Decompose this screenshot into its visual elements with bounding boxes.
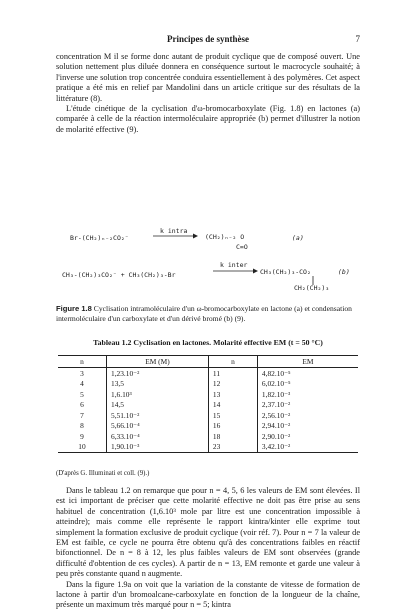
cell-n: 15 bbox=[208, 410, 257, 421]
scheme-a-arrow bbox=[153, 232, 199, 240]
cell-em: 13,5 bbox=[107, 379, 209, 390]
cell-em: 6,33.10⁻⁴ bbox=[107, 431, 209, 442]
cell-n: 8 bbox=[80, 421, 84, 431]
cell-n: 9 bbox=[80, 431, 84, 441]
cell-n: 10 bbox=[58, 442, 107, 453]
table-row bbox=[58, 421, 358, 432]
scheme-a-label: (a) bbox=[292, 234, 304, 242]
col-header-em-2: EM bbox=[257, 356, 358, 368]
cell-n: 11 bbox=[208, 368, 257, 379]
table-row bbox=[58, 379, 358, 390]
paragraph-2: L'étude cinétique de la cyclisation d'ω-bromocarboxylate (Fig. 1.8) en lactones (a) comparée à celle de la réaction intermoléculaire appropriée (b) permet d'illustrer la notion de molarité effective (9). bbox=[56, 104, 360, 134]
table-row bbox=[58, 442, 358, 453]
cell-n: 6 bbox=[80, 400, 84, 410]
table-row bbox=[58, 431, 358, 442]
scheme-a-reactant: Br-(CH₂)ₙ₋₂CO₂⁻ bbox=[70, 234, 129, 242]
page-number: 7 bbox=[355, 34, 360, 44]
cell-em: 1,82.10⁻³ bbox=[257, 389, 358, 400]
scheme-a-arrow-label: k intra bbox=[160, 227, 188, 235]
table-row bbox=[58, 400, 358, 411]
scheme-b-product-chain: CH₂(CH₂)₃ bbox=[294, 284, 330, 292]
body-text-top bbox=[56, 52, 360, 135]
table-row bbox=[58, 368, 358, 379]
scheme-b-arrow-label: k inter bbox=[220, 261, 248, 269]
paragraph-4: Dans la figure 1.9a on voit que la variation de la constante de vitesse de formation de lactone à partir d'un bromoalcane-carboxylate en fonction de la longueur de la chaîne, présente un maximum très marqué pour n = 5; kintra bbox=[56, 579, 360, 610]
figure-caption bbox=[56, 304, 360, 323]
table-row bbox=[58, 389, 358, 400]
cell-em: 5,66.10⁻⁴ bbox=[107, 421, 209, 432]
cell-n: 4 bbox=[80, 379, 84, 389]
cell-em: 6,02.10⁻⁵ bbox=[257, 379, 358, 390]
scheme-a-product-carbonyl: C=O bbox=[236, 243, 248, 251]
running-title: Principes de synthèse bbox=[167, 34, 249, 44]
cell-em: 14,5 bbox=[107, 400, 209, 411]
cell-n: 12 bbox=[208, 379, 257, 390]
cell-n: 7 bbox=[80, 410, 84, 420]
paragraph-1: concentration M il se forme donc autant de produit cyclique que de composé ouvert. Une solution nettement plus diluée donnera en conséquence surtout le macrocycle souhaité; à l'inverse une solution trop concentrée conduira essentiellement à des polymères. Cet aspect pratique a été mis en relief par Mandolini dans un article critique sur des résultats de la littérature (8). bbox=[56, 52, 360, 103]
scheme-a-product: (CH₂)ₙ₋₂ O bbox=[205, 233, 245, 241]
col-header-n-2: n bbox=[208, 356, 257, 368]
scheme-b-arrow bbox=[213, 267, 259, 275]
cell-em: 2,94.10⁻² bbox=[257, 421, 358, 432]
table-row bbox=[58, 410, 358, 421]
cell-n: 16 bbox=[208, 421, 257, 432]
cell-n: 5 bbox=[80, 389, 84, 399]
page-header bbox=[56, 34, 360, 48]
col-header-n-1: n bbox=[58, 356, 107, 368]
cell-em: 3,42.10⁻² bbox=[257, 442, 358, 453]
cell-em: 5,51.10⁻² bbox=[107, 410, 209, 421]
scheme-b-reactants: CH₃-(CH₂)₃CO₂⁻ + CH₃(CH₂)₃-Br bbox=[62, 271, 176, 279]
cell-n: 14 bbox=[208, 400, 257, 411]
cell-em: 4,82.10⁻⁵ bbox=[257, 368, 358, 379]
cell-n: 13 bbox=[208, 389, 257, 400]
body-text-bottom bbox=[56, 486, 360, 611]
cell-n: 3 bbox=[80, 368, 84, 378]
table-header-row bbox=[58, 356, 358, 368]
scheme-b-product: CH₃(CH₂)₃-CO₂ bbox=[260, 268, 311, 276]
figure-label: Figure 1.8 bbox=[56, 304, 92, 313]
scheme-b-label: (b) bbox=[338, 268, 350, 276]
col-header-em-1: EM (M) bbox=[107, 356, 209, 368]
cell-em: 2,56.10⁻² bbox=[257, 410, 358, 421]
cell-em: 1,6.10³ bbox=[107, 389, 209, 400]
paragraph-3: Dans le tableau 1.2 on remarque que pour n = 4, 5, 6 les valeurs de EM sont élevées. Il est ici important de préciser que cette molarité effective ne doit pas être prise au sens habituel de concentration (1,6.10³ mole par litre est une concentration impossible à atteindre); mais comme elle représente le rapport kintra/kinter elle exprime tout simplement la formation exclusive de produit cyclique (voir réf. 7). Pour n = 7 la valeur de EM est faible, ce cycle ne pourra être obtenu qu'à des concentrations faibles en réactif bifonctionnel. De n = 8 à 12, les plus faibles valeurs de EM sont observées (grande difficulté d'obtention de ces cycles). A partir de n = 13, EM remonte et garde une valeur à peu près constante quand n augmente. bbox=[56, 486, 360, 579]
effective-molarity-table bbox=[58, 355, 358, 453]
table-source: (D'après G. Illuminati et coll. (9).) bbox=[56, 470, 150, 477]
table-title: Tableau 1.2 Cyclisation en lactones. Molarité effective EM (t = 50 °C) bbox=[93, 338, 323, 347]
cell-em: 2,90.10⁻² bbox=[257, 431, 358, 442]
cell-em: 1,90.10⁻³ bbox=[107, 442, 209, 453]
cell-em: 1,23.10⁻² bbox=[107, 368, 209, 379]
cell-em: 2,37.10⁻² bbox=[257, 400, 358, 411]
cell-n: 18 bbox=[208, 431, 257, 442]
cell-n: 23 bbox=[208, 442, 257, 453]
figure-caption-text: Cyclisation intramoléculaire d'un ω-bromocarboxylate en lactone (a) et condensation intermoléculaire d'un carboxylate et d'un dérivé bromé (b) (9). bbox=[56, 304, 352, 323]
